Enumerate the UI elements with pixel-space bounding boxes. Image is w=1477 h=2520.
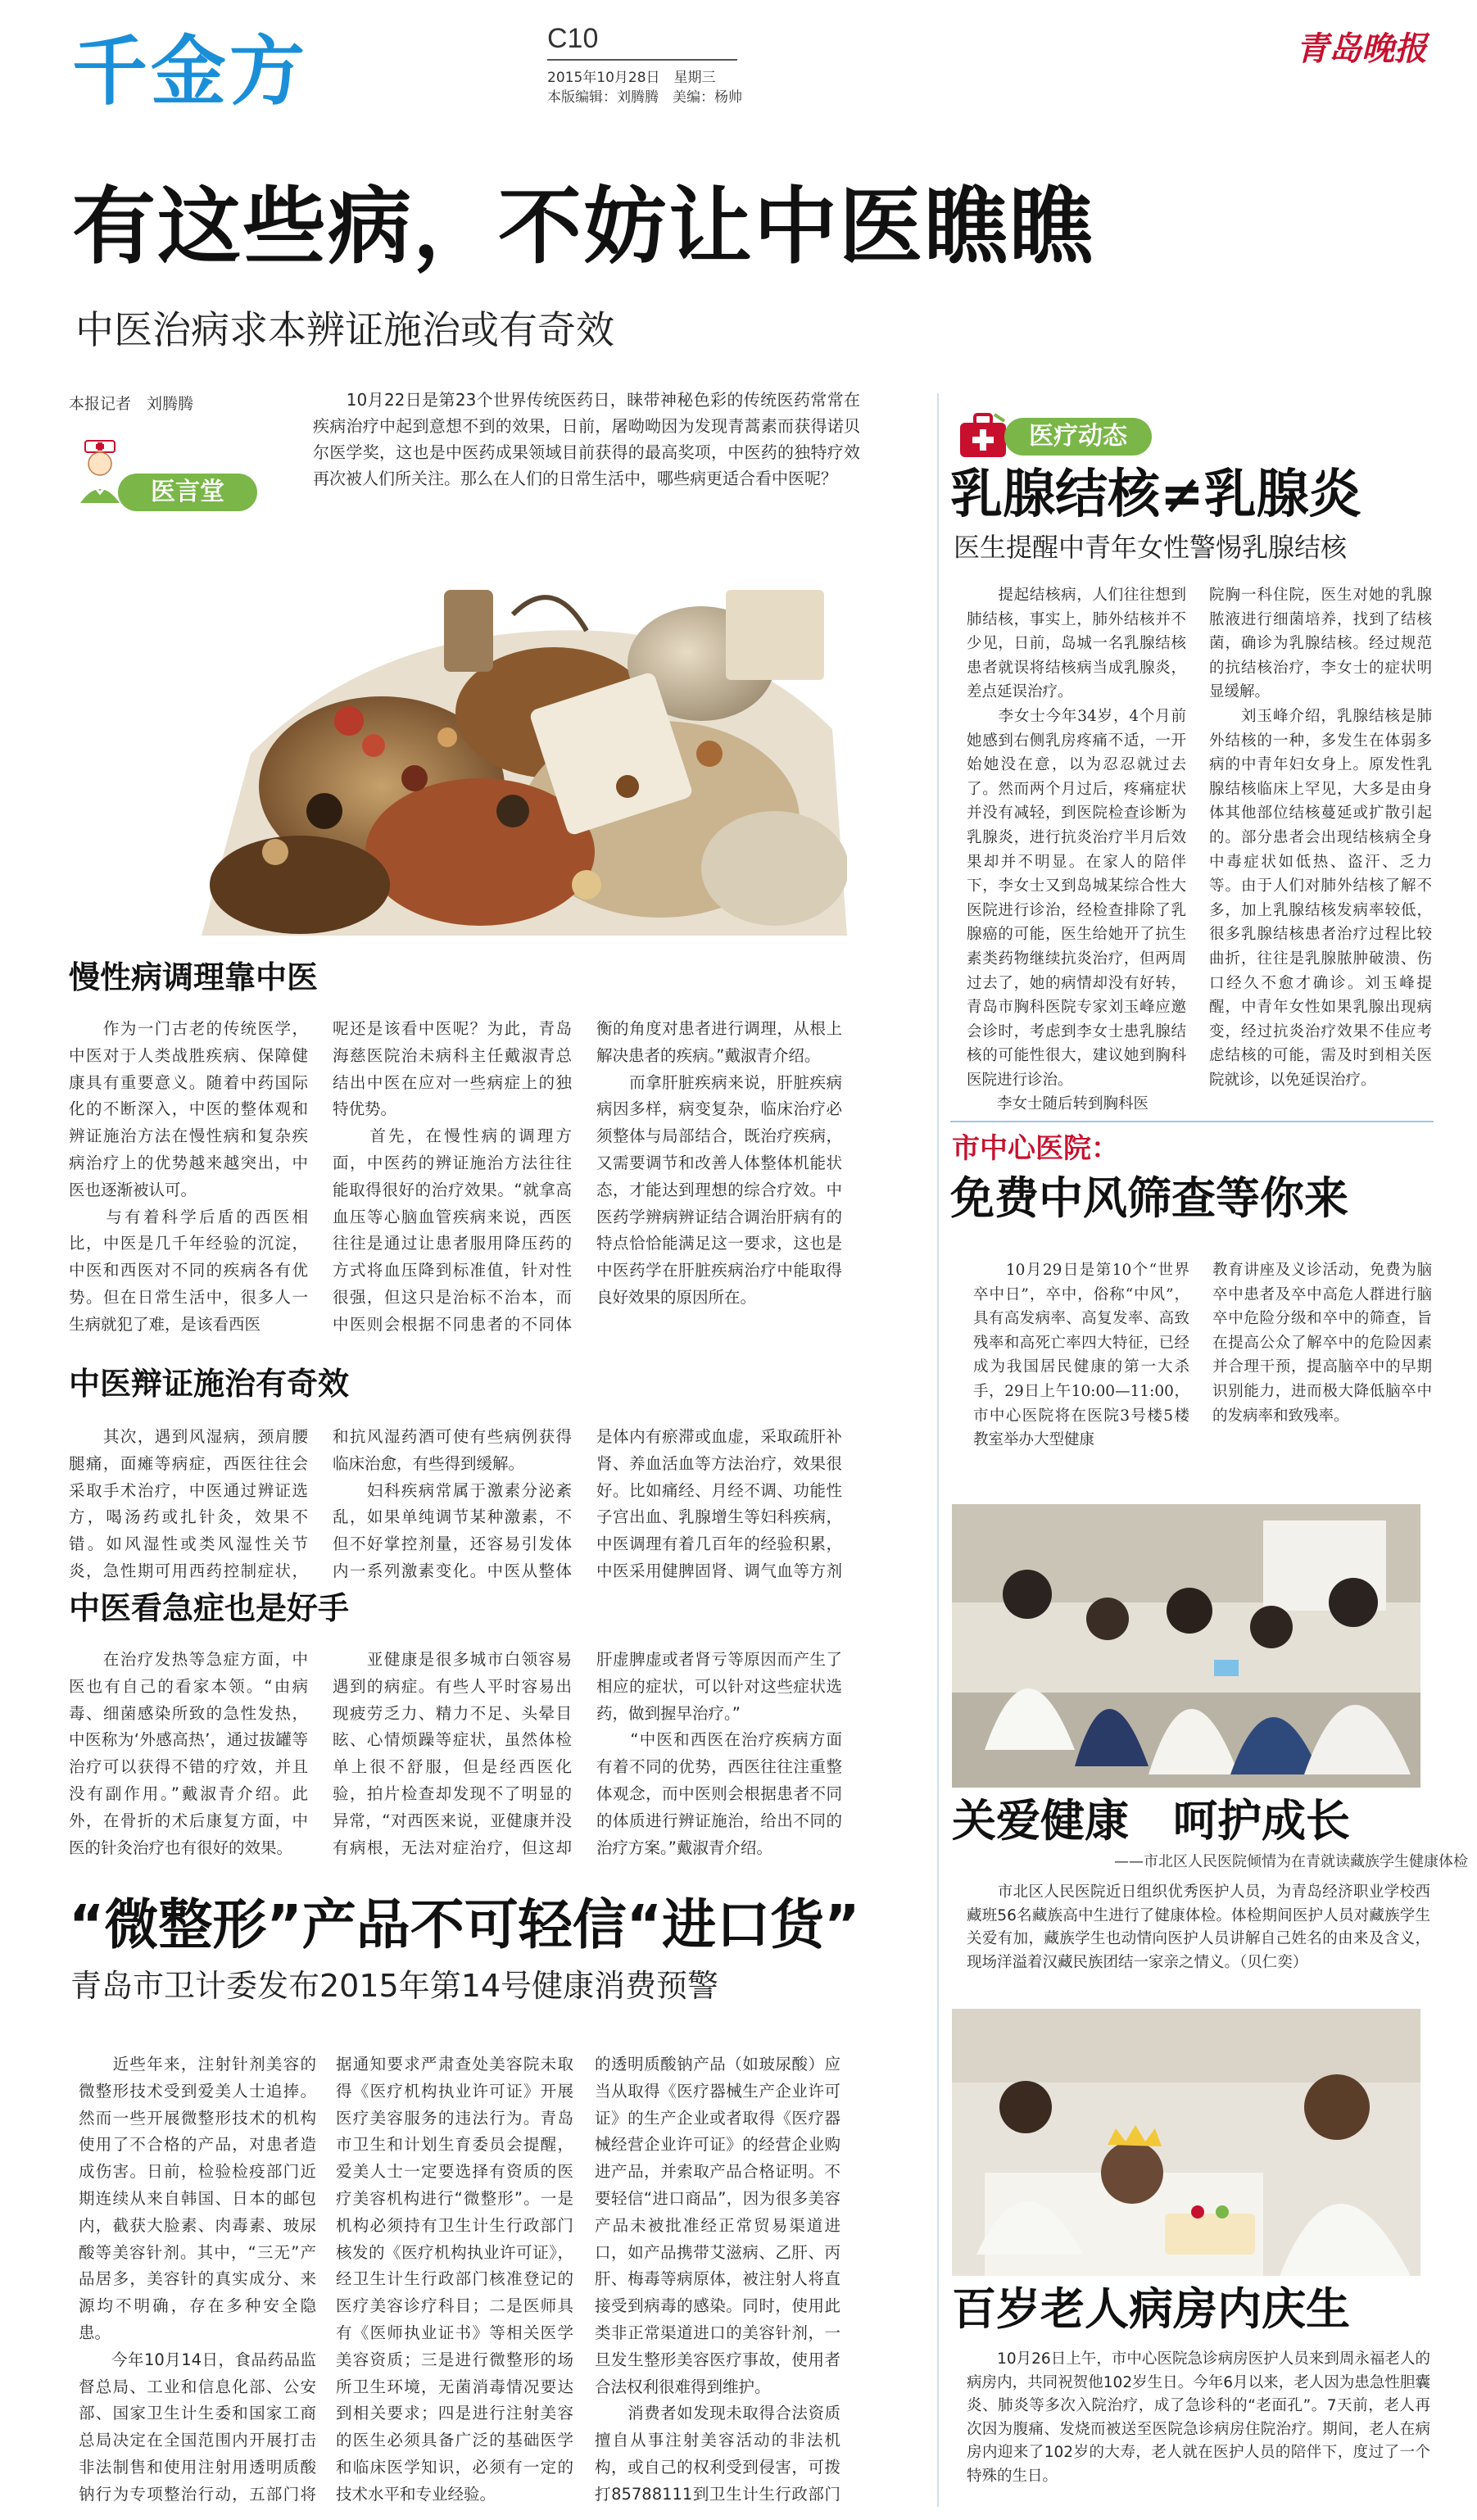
news2-kicker: 市中心医院： (952, 1132, 1119, 1165)
section-heading-chronic: 慢性病调理靠中医 (69, 959, 319, 995)
page-code: C10 (547, 23, 599, 54)
acute-col-1: 在治疗发热等急症方面，中医也有自己的看家本领。“由病毒、细菌感染所致的急性发热，中医称为‘外感高热’，通过拔罐等治疗可以获得不错的疗效，并且没有副作用。”戴淑青介绍。此外，在骨折的术后康复方面，中医的针灸治疗也有很好的效果。 (69, 1650, 308, 1857)
consumer-subheadline: 青岛市卫计委发布2015年第14号健康消费预警 (70, 1968, 719, 2004)
section-title: 千金方 (72, 28, 309, 116)
photo1-caption-title: 关爱健康 呵护成长 (952, 1795, 1350, 1847)
doctor-talk-badge (69, 439, 282, 518)
masthead-divider (547, 59, 737, 61)
acute-col-2: 亚健康是很多城市白领容易遇到的病症。有些人平时容易出现疲劳乏力、精力不足、头晕目眩、心情烦躁等症状，虽然体检单上很不舒服，但是经西医化验，拍片检查却发现不了明显的异常，“对西医来说，亚健康并没有病根，无法对症治疗，但这却 (333, 1650, 572, 1857)
chronic-col-2: 呢还是该看中医呢？为此，青岛海慈医院治未病科主任戴淑青总结出中医在应对一些病症上的独特优势。 首先，在慢性病的调理方面，中医药的辨证施治方法往往能取得很好的治疗效果。“就拿高血压等心脑血管疾病来说，西医往往是通过让患者服用降压药的方式将血压降到标准值，针对性很强，但这只是治标不治本，而中医则会根据不同患者的不同体 (333, 1019, 572, 1334)
right-column-divider (937, 393, 939, 2507)
news1-headline: 乳腺结核≠乳腺炎 (950, 465, 1361, 525)
herbs-photo (202, 541, 847, 936)
chronic-col-3: 衡的角度对患者进行调理，从根上解决患者的疾病。”戴淑青介绍。 而拿肝脏疾病来说，肝脏疾病病因多样，病变复杂，临床治疗必须整体与局部结合，既治疗疾病，又需要调节和改善人体整体机能状态，才能达到理想的综合疗效。中医药学辨病辨证结合调治肝病有的特点恰恰能满足这一要求，这也是中医药学在肝脏疾病治疗中能取得良好效果的原因所在。 (596, 1019, 842, 1307)
birthday-photo (952, 2009, 1420, 2276)
news1-col-1: 提起结核病，人们往往想到肺结核，事实上，肺外结核并不少见，日前，岛城一名乳腺结核患者就误将结核病当成乳腺炎，差点延误治疗。 李女士今年34岁，4个月前她感到右侧乳房疼痛不适，一开始她没在意，以为忍忍就过去了。然而两个月过后，疼痛症状并没有减轻，到医院检查诊断为乳腺炎，进行抗炎治疗半月后效果却并不明显。在家人的陪伴下，李女士又到岛城某综合性大医院进行诊治，经检查排除了乳腺癌的可能，医生给她开了抗生素类药物继续抗炎治疗，但两周过去了，她的病情却没有好转，青岛市胸科医院专家刘玉峰应邀会诊时，考虑到李女士患乳腺结核的可能性很大，建议她到胸科医院进行诊治。 李女士随后转到胸科医 (967, 587, 1186, 1113)
medical-news-badge (957, 408, 1219, 464)
news2-headline: 免费中风筛查等你来 (950, 1172, 1348, 1224)
badge-label: 医疗动态 (1004, 418, 1152, 456)
badge-label: 医言堂 (118, 474, 257, 511)
news1-subheadline: 医生提醒中青年女性警惕乳腺结核 (954, 532, 1348, 563)
photo2-caption: 10月26日上午，市中心医院急诊病房医护人员来到周永福老人的病房内，共同祝贺他102岁生日。今年6月以来，老人因为患急性胆囊炎、肺炎等多次入院治疗，成了急诊科的“老面孔”。7天前，老人再次因为腹痛、发烧而被送至医院急诊病房住院治疗。期间，老人在病房内迎来了102岁的大寿，老人就在医护人员的陪伴下，度过了一个特殊的生日。 (967, 2350, 1430, 2485)
photo1-caption: 市北区人民医院近日组织优秀医护人员，为青岛经济职业学校西藏班56名藏族高中生进行了健康体检。体检期间医护人员对藏族学生关爱有加，藏族学生也动情向医护人员讲解自己姓名的由来及含义，现场洋溢着汉藏民族团结一家亲之情义。（贝仁奕） (967, 1883, 1430, 1971)
lead-subheadline: 中医治病求本辨证施治或有奇效 (75, 308, 614, 353)
news1-col-2: 院胸一科住院，医生对她的乳腺脓液进行细菌培养，找到了结核菌，确诊为乳腺结核。经过规范的抗结核治疗，李女士的症状明显缓解。 刘玉峰介绍，乳腺结核是肺外结核的一种，多发生在体弱多病的中青年妇女身上。原发性乳腺结核临床上罕见，大多是由身体其他部位结核蔓延或扩散引起的。部分患者会出现结核病全身中毒症状如低热、盗汗、乏力等。由于人们对肺外结核了解不多，加上乳腺结核发病率较低，很多乳腺结核患者治疗过程比较曲折，往往是乳腺脓肿破溃、伤口经久不愈才确诊。刘玉峰提醒，中青年女性如果乳腺出现病变，经过抗炎治疗效果不佳应考虑结核的可能，需及时到相关医院就诊，以免延误治疗。 (1209, 587, 1432, 1089)
news1-divider (950, 1121, 1434, 1122)
news2-col-2: 教育讲座及义诊活动，免费为脑卒中患者及卒中高危人群进行脑卒中危险分级和卒中的筛查，旨在提高公众了解卒中的危险因素并合理干预，提高脑卒中的早期识别能力，进而极大降低脑卒中的发病率和致残率。 (1212, 1262, 1432, 1425)
paper-logo: 青岛晚报 (1296, 29, 1427, 68)
syndrome-col-3: 是体内有瘀滞或血虚，采取疏肝补肾、养血活血等方法治疗，效果很好。比如痛经、月经不调、功能性子宫出血、乳腺增生等妇科疾病，中医调理有着几百年的经验积累，中医采用健脾固肾、调气血等方剂 (596, 1427, 842, 1580)
page-editors: 本版编辑：刘腾腾 美编：杨帅 (547, 89, 742, 106)
consumer-col-3: 的透明质酸钠产品（如玻尿酸）应当从取得《医疗器械生产企业许可证》的生产企业或者取得《医疗器械经营企业许可证》的经营企业购进产品，并索取产品合格证明。不要轻信“进口商品”，因为很多美容产品未被批准经正常贸易渠道进口，如产品携带艾滋病、乙肝、丙肝、梅毒等病原体，被注射人将直接受到病毒的感染。同时，使用此类非正常渠道进口的美容针剂，一旦发生整形美容医疗事故，使用者合法权利很难得到维护。 消费者如发现未取得合法资质擅自从事注射美容活动的非法机构，或自己的权利受到侵害，可拨打85788111到卫生计生行政部门 (595, 2055, 840, 2504)
first-aid-kit-icon (957, 411, 1009, 460)
lead-byline: 本报记者 刘腾腾 (69, 395, 194, 413)
section-heading-acute: 中医看急症也是好手 (69, 1590, 350, 1626)
consumer-col-2: 据通知要求严肃查处美容院未取得《医疗机构执业许可证》开展医疗美容服务的违法行为。青岛市卫生和计划生育委员会提醒，爱美人士一定要选择有资质的医疗美容机构进行“微整形”。一是机构必须持有卫生计生行政部门核发的《医疗机构执业许可证》，经卫生计生行政部门核准登记的医疗美容诊疗科目；二是医师具有《医师执业证书》等相关医学美容资质；三是进行微整形的场所卫生环境，无菌消毒情况要达到相关要求；四是进行注射美容的医生必须具备广泛的基础医学和临床医学知识，必须有一定的技术水平和专业经验。 (336, 2055, 573, 2504)
syndrome-col-2: 和抗风湿药酒可使有些病例获得临床治愈，有些得到缓解。 妇科疾病常属于激素分泌紊乱，如果单纯调节某种激素，不但不好掌控剂量，还容易引发体内一系列激素变化。中医从整体 (333, 1427, 572, 1580)
section-heading-syndrome: 中医辩证施治有奇效 (69, 1366, 350, 1402)
news2-col-1: 10月29日是第10个“世界卒中日”，卒中，俗称“中风”，具有高发病率、高复发率、高致残率和高死亡率四大特征，已经成为我国居民健康的第一大杀手，29日上午10:00—11:00，市中心医院将在医院3号楼5楼教室举办大型健康 (973, 1262, 1189, 1449)
lead-headline: 有这些病，不妨让中医瞧瞧 (72, 179, 1094, 276)
consumer-col-1: 近些年来，注射针剂美容的微整形技术受到爱美人士追捧。然而一些开展微整形技术的机构使用了不合格的产品，对患者造成伤害。日前，检验检疫部门近期连续从来自韩国、日本的邮包内，截获大脸素、肉毒素、玻尿酸等美容针剂。其中，“三无”产品居多，美容针的真实成分、来源均不明确，存在多种安全隐患。 今年10月14日，食品药品监督总局、工业和信息化部、公安部、国家卫生计生委和国家工商总局决定在全国范围内开展打击非法制售和使用注射用透明质酸钠行为专项整治行动，五部门将 (79, 2055, 316, 2504)
photo2-caption-title: 百岁老人病房内庆生 (952, 2283, 1350, 2335)
syndrome-col-1: 其次，遇到风湿病，颈肩腰腿痛，面瘫等病症，西医往往会采取手术治疗，中医通过辨证选方，喝汤药或扎针灸，效果不错。如风湿性或类风湿性关节炎，急性期可用西药控制症状， (69, 1427, 308, 1580)
health-check-photo (952, 1504, 1420, 1788)
consumer-headline: “微整形”产品不可轻信“进口货” (69, 1893, 860, 1956)
photo1-caption-sub: ——市北区人民医院倾情为在青就读藏族学生健康体检 (1114, 1853, 1468, 1870)
acute-col-3: 肝虚脾虚或者肾亏等原因而产生了相应的症状，可以针对这些症状选药，做到握早治疗。” “中医和西医在治疗疾病方面有着不同的优势，西医往往注重整体观念，而中医则会根据患者不同的体质进行辨证施治，给出不同的治疗方案。”戴淑青介绍。 (596, 1650, 842, 1857)
section-masthead (72, 28, 465, 116)
chronic-col-1: 作为一门古老的传统医学，中医对于人类战胜疾病、保障健康具有重要意义。随着中药国际化的不断深入，中医的整体观和辨证施治方法在慢性病和复杂疾病治疗上的优势越来越突出，中医也逐渐被认可。 与有着科学后盾的西医相比，中医是几千年经验的沉淀，中医和西医对不同的疾病各有优势。但在日常生活中，很多人一生病就犯了难，是该看西医 (69, 1019, 308, 1334)
lead-intro: 10月22日是第23个世界传统医药日，睐带神秘色彩的传统医药常常在疾病治疗中起到意想不到的效果，日前，屠呦呦因为发现青蒿素而获得诺贝尔医学奖，这也是中医药成果领域目前获得的最高奖项，中医药的独特疗效再次被人们所关注。那么在人们的日常生活中，哪些病更适合看中医呢？ (313, 390, 860, 488)
issue-date: 2015年10月28日 星期三 (547, 70, 716, 86)
